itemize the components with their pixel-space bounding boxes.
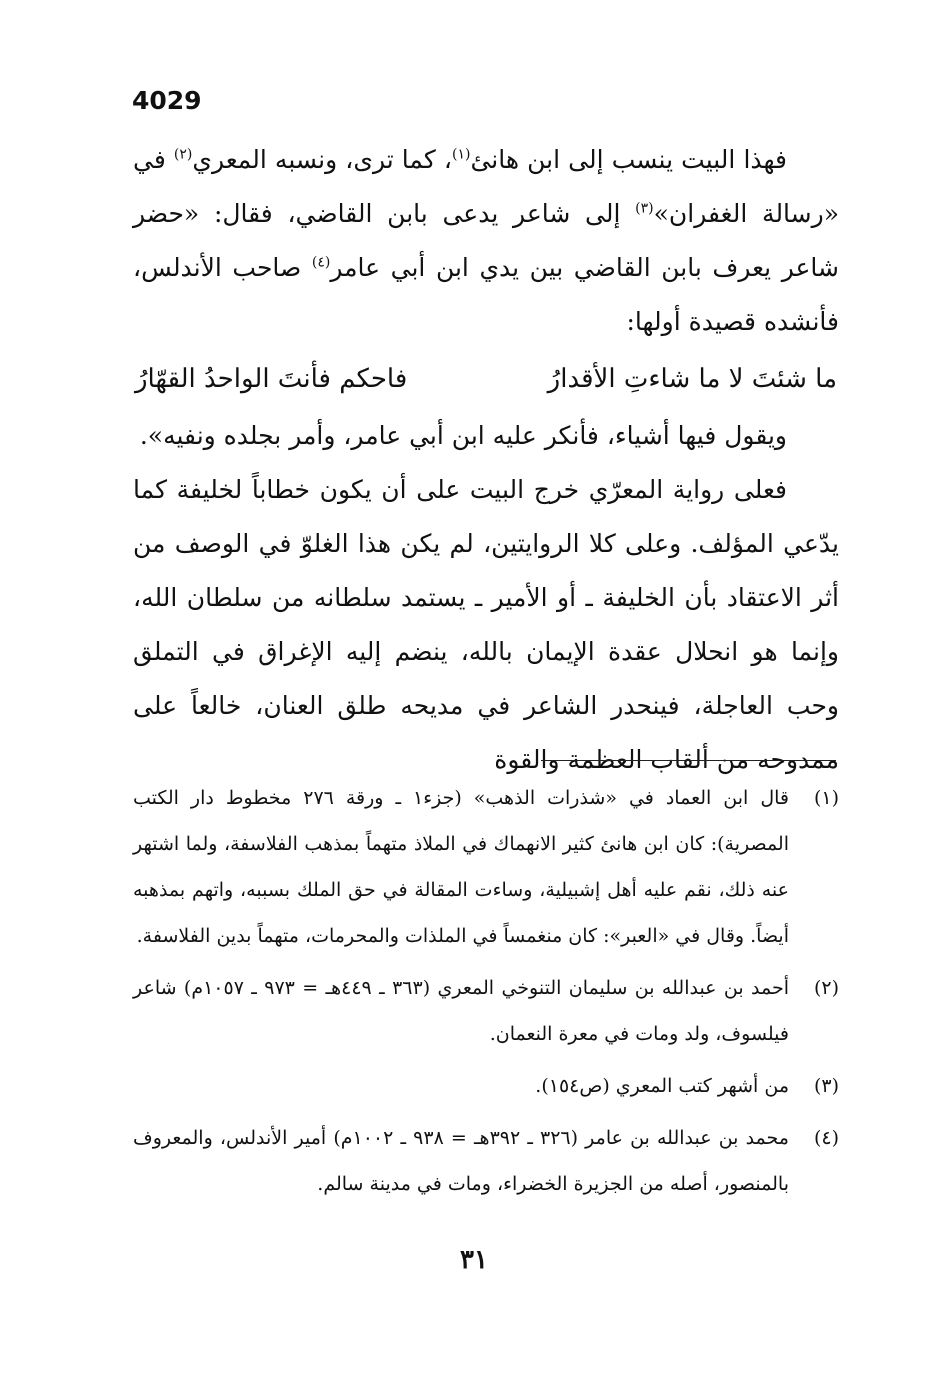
page-number: ٣١ (460, 1245, 488, 1275)
paragraph-1 (133, 133, 839, 349)
footnote-2 (133, 965, 839, 1057)
text-span: ، كما ترى، ونسبه المعري (192, 145, 452, 174)
footnote-ref-4: (٤) (311, 254, 331, 271)
footnote-text: قال ابن العماد في «شذرات الذهب» (جزء١ ـ ورقة ٢٧٦ مخطوط دار الكتب المصرية): كان ابن هانئ كثير الانهماك في الملاذ متهماً بمذهب الفلاسفة، ولما اشتهر عنه ذلك، نقم عليه أهل إشبيلية، وساءت المقالة في حق الملك بسببه، واتهم بمذهبه أيضاً. وقال في «العبر»: كان منغمساً في الملذات والمحرمات، متهماً بدين الفلاسفة. (133, 787, 789, 947)
footnote-text: أحمد بن عبدالله بن سليمان التنوخي المعري (٣٦٣ ـ ٤٤٩هـ = ٩٧٣ ـ ١٠٥٧م) شاعر فيلسوف، ولد ومات في معرة النعمان. (133, 977, 790, 1045)
footnote-divider (541, 760, 836, 761)
text-span: إلى شاعر يدعى بابن القاضي، فقال: «حضر شاعر يعرف بابن القاضي بين يدي ابن أبي عامر (133, 199, 839, 282)
page-id: 4029 (132, 86, 202, 115)
footnote-1 (133, 775, 839, 959)
footnote-number: (٣) (813, 1075, 839, 1097)
footnote-ref-3: (٣) (635, 200, 654, 217)
footnote-ref-2: (٢) (173, 146, 193, 163)
footnotes (133, 775, 839, 1213)
footnote-number: (١) (813, 787, 839, 809)
footnote-ref-1: (١) (451, 146, 471, 163)
verse-second-hemistich: فاحكم فأنتَ الواحدُ القهّارُ (135, 364, 408, 394)
footnote-text: من أشهر كتب المعري (ص١٥٤). (535, 1075, 789, 1097)
main-text (133, 133, 839, 787)
footnote-text: محمد بن عبدالله بن عامر (٣٢٦ ـ ٣٩٢هـ = ٩٣٨ ـ ١٠٠٢م) أمير الأندلس، والمعروف بالمنصور، أصله من الجزيرة الخضراء، ومات في مدينة سالم. (133, 1127, 789, 1195)
text-span: في «رسالة الغفران» (133, 145, 839, 228)
footnote-number: (٤) (813, 1127, 839, 1149)
footnote-3 (133, 1063, 839, 1109)
paragraph-2: ويقول فيها أشياء، فأنكر عليه ابن أبي عامر، وأمر بجلده ونفيه». (139, 421, 787, 450)
text-span: فهذا البيت ينسب إلى ابن هانئ (470, 145, 788, 174)
footnote-4 (133, 1115, 839, 1207)
footnote-number: (٢) (813, 977, 839, 999)
text-span: صاحب الأندلس، فأنشده قصيدة أولها: (133, 253, 839, 336)
verse-first-hemistich: ما شئتَ لا ما شاءتِ الأقدارُ (547, 364, 837, 394)
poem-verse (133, 349, 839, 409)
paragraph-3: فعلى رواية المعرّي خرج البيت على أن يكون خطاباً لخليفة كما يدّعي المؤلف. وعلى كلا الروايتين، لم يكن هذا الغلوّ في الوصف من أثر الاعتقاد بأن الخليفة ـ أو الأمير ـ يستمد سلطانه من سلطان الله، وإنما هو انحلال عقدة الإيمان بالله، ينضم إليه الإغراق في التملق وحب العاجلة، فينحدر الشاعر في مديحه طلق العنان، خالعاً على ممدوحه من ألقاب العظمة والقوة (133, 475, 839, 774)
